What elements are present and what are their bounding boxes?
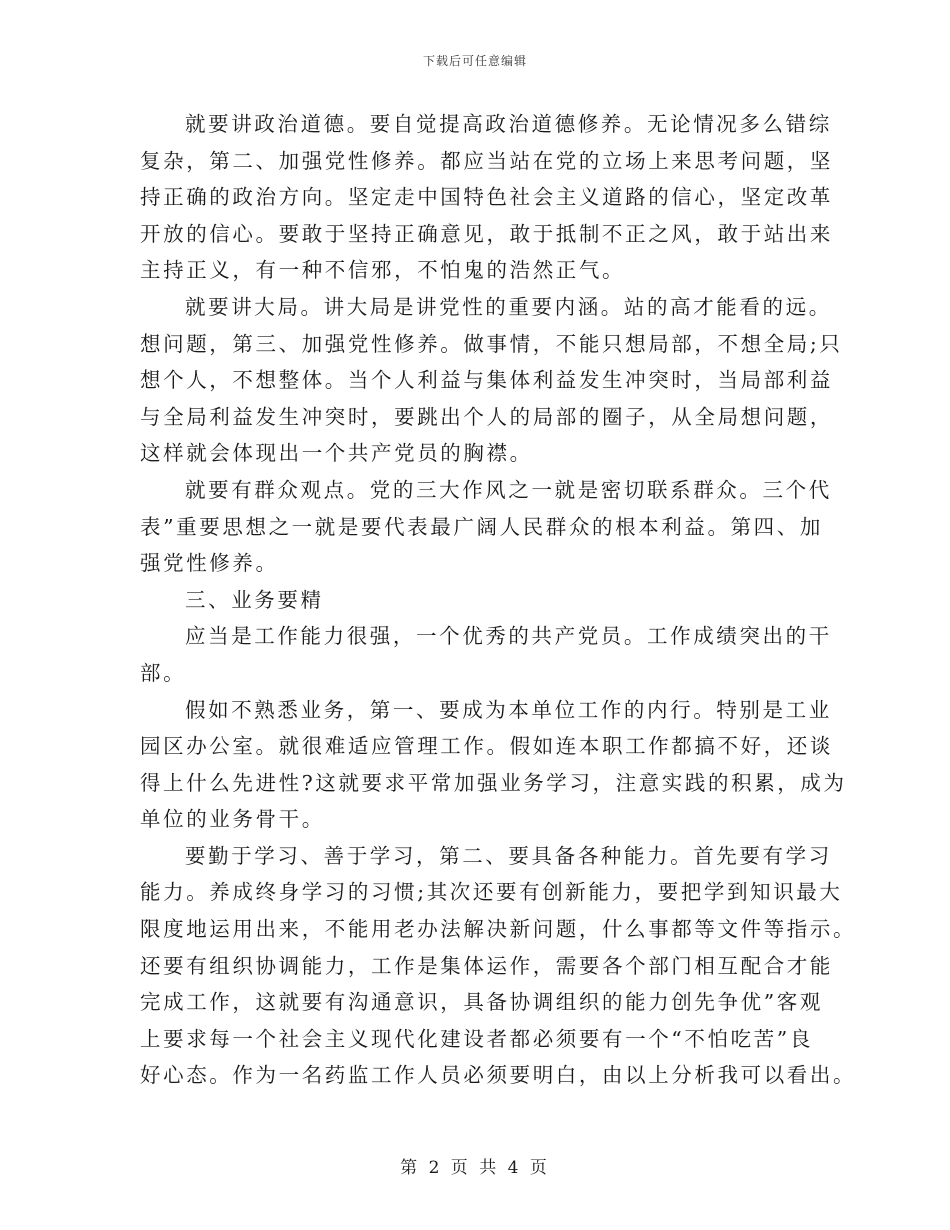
text-line: 要勤于学习、善于学习，第二、要具备各种能力。首先要有学习 [185, 843, 832, 868]
text-line: 复杂，第二、加强党性修养。都应当站在党的立场上来思考问题，坚 [140, 148, 833, 173]
page-header: 下载后可任意编辑 [422, 54, 527, 68]
text-line: 主持正义，有一种不信邪，不怕鬼的浩然正气。 [140, 258, 626, 283]
text-line: 上要求每一个社会主义现代化建设者都必须要有一个“不怕吃苦”良 [140, 1026, 813, 1051]
text-line: 假如不熟悉业务，第一、要成为本单位工作的内行。特别是工业 [185, 697, 832, 722]
text-line: 单位的业务骨干。 [140, 807, 325, 832]
document-body [140, 106, 857, 1094]
text-line: 就要讲政治道德。要自觉提高政治道德修养。无论情况多么错综 [185, 112, 832, 136]
section-heading: 三、业务要精 [185, 587, 324, 612]
text-line: 想个人，不想整体。当个人利益与集体利益发生冲突时，当局部利益 [140, 368, 833, 393]
text-line: 与全局利益发生冲突时，要跳出个人的局部的圈子，从全局想问题， [140, 404, 833, 429]
text-line: 开放的信心。要敢于坚持正确意见，敢于抵制不正之风，敢于站出来 [140, 221, 833, 246]
text-line: 能力。养成终身学习的习惯;其次还要有创新能力，要把学到知识最大 [140, 880, 843, 905]
text-line: 就要讲大局。讲大局是讲党性的重要内涵。站的高才能看的远。 [185, 294, 832, 319]
text-line: 表”重要思想之一就是要代表最广阔人民群众的根本利益。第四、加 [140, 514, 823, 539]
page-footer: 第 2 页 共 4 页 [400, 1158, 550, 1178]
text-line: 应当是工作能力很强，一个优秀的共产党员。工作成绩突出的干 [185, 624, 832, 649]
text-line: 限度地运用出来，不能用老办法解决新问题，什么事都等文件等指示。 [140, 917, 857, 942]
text-line: 持正确的政治方向。坚定走中国特色社会主义道路的信心，坚定改革 [140, 185, 833, 210]
text-line: 这样就会体现出一个共产党员的胸襟。 [140, 441, 533, 466]
text-line: 还要有组织协调能力，工作是集体运作，需要各个部门相互配合才能 [140, 953, 833, 978]
text-line: 强党性修养。 [140, 551, 279, 576]
text-line: 就要有群众观点。党的三大作风之一就是密切联系群众。三个代 [185, 477, 832, 502]
text-line: 得上什么先进性?这就要求平常加强业务学习，注意实践的积累，成为 [140, 770, 847, 795]
text-line: 完成工作，这就要有沟通意识，具备协调组织的能力创先争优”客观 [140, 990, 823, 1015]
text-line: 想问题，第三、加强党性修养。做事情，不能只想局部，不想全局;只 [140, 331, 843, 356]
text-line: 园区办公室。就很难适应管理工作。假如连本职工作都搞不好，还谈 [140, 734, 833, 759]
text-line: 好心态。作为一名药监工作人员必须要明白，由以上分析我可以看出。 [140, 1063, 857, 1088]
text-line: 部。 [140, 660, 187, 685]
